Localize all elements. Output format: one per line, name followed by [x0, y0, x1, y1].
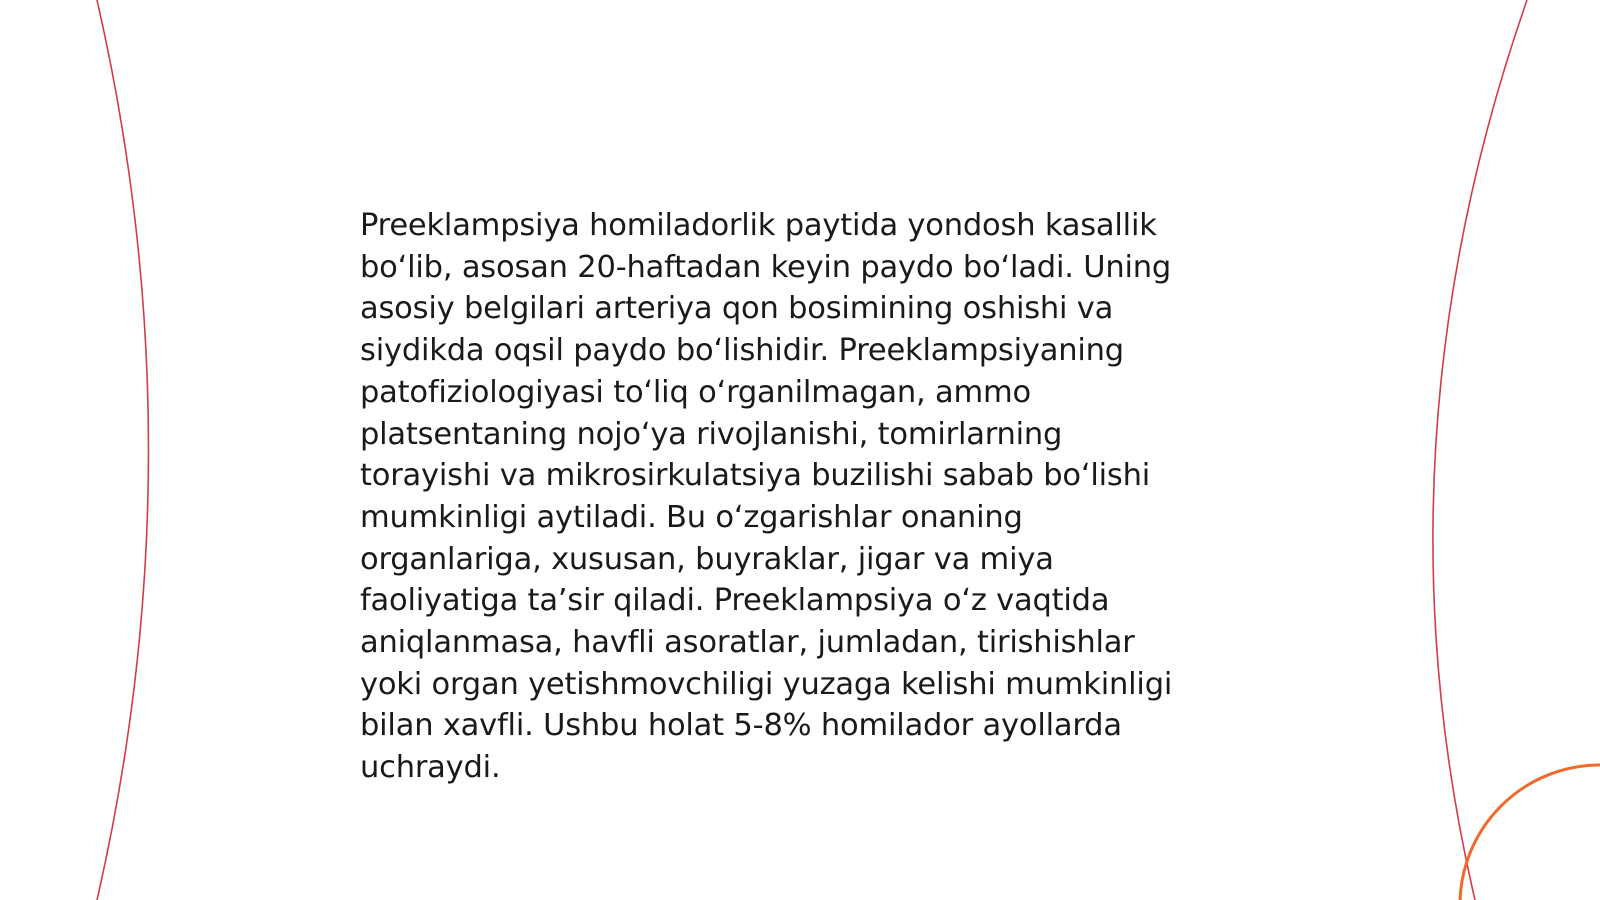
orange-circle-outline	[1460, 765, 1600, 900]
right-arc-line	[1433, 0, 1527, 900]
slide-body-text: Preeklampsiya homiladorlik paytida yondosh kasallik bo‘lib, asosan 20-haftadan keyin paydo bo‘ladi. Uning asosiy belgilari arteriya qon bosimining oshishi va siydikda oqsil paydo bo‘lishidir. Preeklampsiyaning patofiziologiyasi to‘liq o‘rganilmagan, ammo platsentaning nojo‘ya rivojlanishi, tomirlarning torayishi va mikrosirkulatsiya buzilishi sabab bo‘lishi mumkinligi aytiladi. Bu o‘zgarishlar onaning organlariga, xususan, buyraklar, jigar va miya faoliyatiga ta’sir qiladi. Preeklampsiya o‘z vaqtida aniqlanmasa, havfli asoratlar, jumladan, tirishishlar yoki organ yetishmovchiligi yuzaga kelishi mumkinligi bilan xavfli. Ushbu holat 5-8% homilador ayollarda uchraydi.	[360, 208, 1173, 786]
left-arc-line	[97, 0, 149, 900]
